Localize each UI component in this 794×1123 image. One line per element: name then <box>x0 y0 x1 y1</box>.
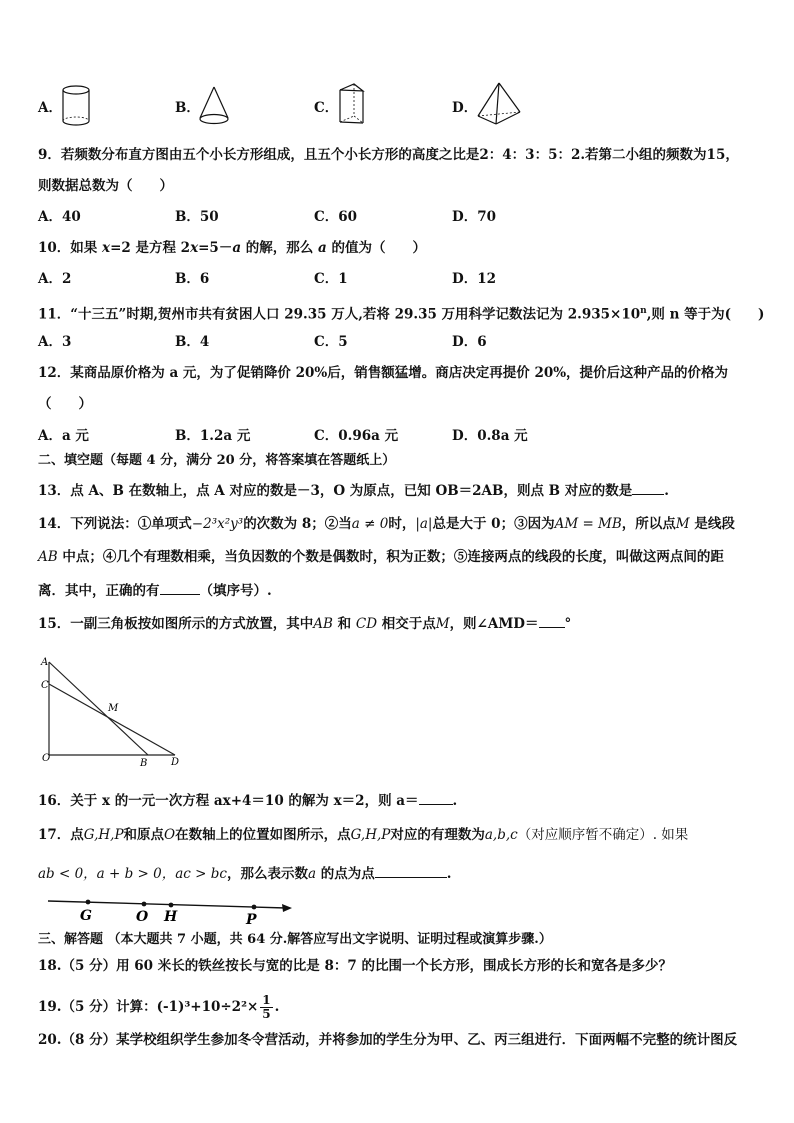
q9-option-b[interactable]: B．50 <box>175 209 219 225</box>
q9-option-c[interactable]: C．60 <box>314 209 358 225</box>
q12-option-a[interactable]: A．a 元 <box>38 428 89 444</box>
q14-stem-line1: 14．下列说法：①单项式−2³x²y³的次数为 8；②当a ≠ 0时，|a|总是大于 0；③因为AM = MB，所以点M 是线段 <box>38 516 735 532</box>
q10-option-a[interactable]: A．2 <box>38 271 72 287</box>
q13-answer-blank[interactable] <box>632 480 664 495</box>
q17-answer-blank[interactable] <box>375 863 447 878</box>
q8-option-b[interactable]: B． <box>175 100 200 116</box>
q14-stem-line2: AB 中点；④几个有理数相乘，当负因数的个数是偶数时，积为正数；⑤连接两点的线段的长度，叫做这两点间的距 <box>38 549 724 565</box>
triangular-prism-icon <box>334 80 368 128</box>
label-m: M <box>108 703 119 714</box>
cone-icon <box>196 84 232 128</box>
q12-stem-line1: 12．某商品原价格为 a 元，为了促销降价 20%后，销售额猛增。商店决定再提价 20%，提价后这种产品的价格为 <box>38 365 729 381</box>
q12-stem-line2: （ ） <box>38 396 92 412</box>
q17-stem-line2: ab < 0，a + b > 0，ac > bc，那么表示数a 的点为点 . <box>38 863 451 883</box>
q20-stem: 20.（8 分）某学校组织学生参加冬令营活动，并将参加的学生分为甲、乙、丙三组进行．下面两幅不完整的统计图反 <box>38 1032 738 1048</box>
q12-option-b[interactable]: B．1.2a 元 <box>175 428 251 444</box>
q16-stem: 16．关于 x 的一元一次方程 ax+4＝10 的解为 x＝2，则 a＝ . <box>38 790 457 810</box>
q11-option-c[interactable]: C．5 <box>314 334 348 350</box>
q8-option-a[interactable]: A． <box>38 100 62 116</box>
point-g-label: G <box>80 908 92 924</box>
q11-option-b[interactable]: B．4 <box>175 334 210 350</box>
q12-option-c[interactable]: C．0.96a 元 <box>314 428 399 444</box>
q8-option-c[interactable]: C． <box>314 100 339 116</box>
q13-stem: 13．点 A、B 在数轴上，点 A 对应的数是－3，O 为原点，已知 OB＝2AB，则点 B 对应的数是 . <box>38 480 669 500</box>
label-d: D <box>171 757 180 768</box>
cylinder-icon <box>60 84 92 128</box>
label-o: O <box>42 753 51 764</box>
q9-option-d[interactable]: D．70 <box>452 209 496 225</box>
label-c: C <box>41 680 49 691</box>
q19-stem: 19.（5 分）计算：(-1)³+10÷2²× $\frac{1}{5}$ . <box>38 993 280 1021</box>
q9-option-a[interactable]: A．40 <box>38 209 81 225</box>
point-h-label: H <box>164 909 178 925</box>
q10-option-b[interactable]: B．6 <box>175 271 210 287</box>
fraction-one-fifth: $\frac{1}{5}$ <box>262 993 271 1021</box>
section-3-heading: 三、解答题 （本大题共 7 小题，共 64 分.解答应写出文字说明、证明过程或演算步骤.） <box>38 932 552 947</box>
label-b: B <box>140 758 148 769</box>
q11-stem: 11．“十三五”时期,贺州市共有贫困人口 29.35 万人,若将 29.35 万用科学记数法记为 $2.935\times 10^n$,则 n 等于为( ) <box>38 306 765 323</box>
q17-stem-line1: 17．点G,H,P和原点O在数轴上的位置如图所示，点G,H,P对应的有理数为a,b,c（对应顺序暂不确定）. 如果 <box>38 827 689 843</box>
q11-option-a[interactable]: A．3 <box>38 334 72 350</box>
point-p-label: P <box>246 912 257 926</box>
q16-answer-blank[interactable] <box>419 790 453 805</box>
q12-option-d[interactable]: D．0.8a 元 <box>452 428 528 444</box>
q8-option-d[interactable]: D． <box>452 100 478 116</box>
q18-stem: 18.（5 分）用 60 米长的铁丝按长与宽的比是 8：7 的比围一个长方形，围成长方形的长和宽各是多少？ <box>38 958 672 974</box>
q10-stem: 10．如果 x=2 是方程 2x=5－a 的解，那么 a 的值为（ ） <box>38 240 426 256</box>
q14-stem-line3: 离．其中，正确的有 （填序号）. <box>38 580 272 600</box>
pyramid-icon <box>474 80 524 128</box>
q9-stem-line2: 则数据总数为（ ） <box>38 178 173 194</box>
q15-stem: 15．一副三角板按如图所示的方式放置，其中AB 和 CD 相交于点M，则∠AMD＝ ° <box>38 613 571 633</box>
section-2-heading: 二、填空题（每题 4 分，满分 20 分，将答案填在答题纸上） <box>38 453 396 468</box>
q14-answer-blank[interactable] <box>160 580 200 595</box>
q10-option-d[interactable]: D．12 <box>452 271 496 287</box>
label-a: A <box>41 657 49 668</box>
triangle-set-figure <box>36 655 186 770</box>
q10-option-c[interactable]: C．1 <box>314 271 348 287</box>
q11-option-d[interactable]: D．6 <box>452 334 487 350</box>
q15-answer-blank[interactable] <box>539 613 565 628</box>
point-o-label: O <box>136 909 149 925</box>
number-line-figure <box>40 892 300 926</box>
q9-stem-line1: 9．若频数分布直方图由五个小长方形组成，且五个小长方形的高度之比是2：4：3：5：2.若第二小组的频数为15， <box>38 147 739 163</box>
